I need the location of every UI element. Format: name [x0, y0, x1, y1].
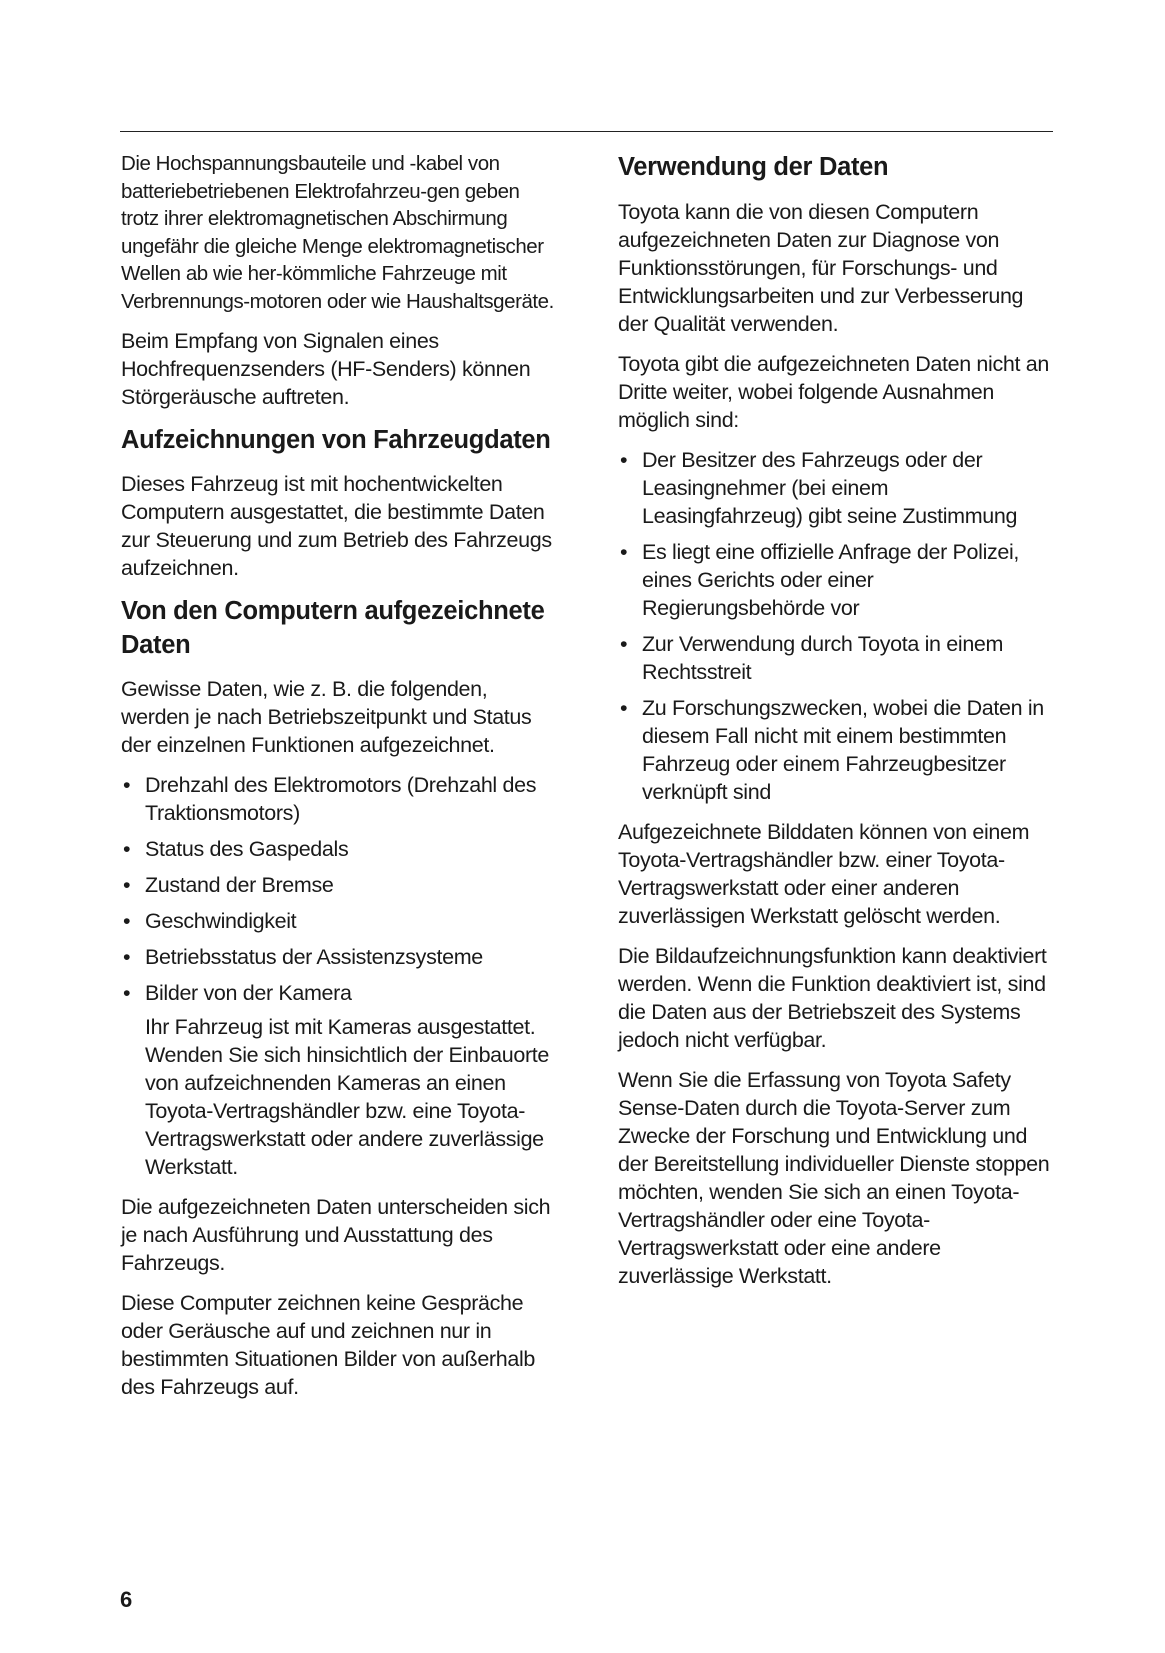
list-item [121, 979, 556, 1181]
list-item [121, 771, 556, 827]
bullet-icon: • [620, 696, 628, 720]
interference-paragraph: Beim Empfang von Signalen eines Hochfrequenzsenders (HF-Senders) können Störgeräusche auftreten. [121, 329, 531, 409]
list-item [618, 446, 1053, 530]
bullet-icon: • [123, 944, 131, 969]
list-item-text: Betriebsstatus der Assistenzsysteme [145, 944, 483, 969]
bullet-icon: • [123, 872, 131, 897]
top-divider [120, 131, 1053, 132]
deactivation-paragraph: Die Bildaufzeichnungsfunktion kann deaktiviert werden. Wenn die Funktion deaktiviert ist, sind die Daten aus der Betriebszeit des Systems jedoch nicht verfügbar. [618, 944, 1047, 1052]
list-item [618, 694, 1053, 806]
bullet-icon: • [620, 448, 628, 472]
page-number: 6 [120, 1587, 133, 1612]
safety-sense-paragraph: Wenn Sie die Erfassung von Toyota Safety Sense-Daten durch die Toyota-Server zum Zwecke der Forschung und Entwicklung und der Bereitstellung individueller Dienste stoppen möchten, wenden Sie sich an einen Toyota-Vertragshändler oder eine Toyota-Vertragswerkstatt oder eine andere zuverlässige Werkstatt. [618, 1068, 1050, 1288]
list-item-text: Status des Gaspedals [145, 836, 349, 861]
right-column [618, 150, 1053, 1302]
list-item-text: Drehzahl des Elektromotors (Drehzahl des Traktionsmotors) [145, 772, 537, 825]
bullet-icon: • [123, 836, 131, 861]
intro-paragraph: Die Hochspannungsbauteile und -kabel von batteriebetriebenen Elektrofahrzeu-gen geben trotz ihrer elektromagnetischen Abschirmung ungefähr die gleiche Menge elektromagnetischer Wellen ab wie her-kömmliche Fahrzeuge mit Verbrennungs-motoren oder wie Haushaltsgeräte. [121, 152, 554, 313]
section-heading-recorded-data: Von den Computern aufgezeichnete Daten [121, 596, 545, 659]
list-item [121, 871, 556, 899]
bullet-icon: • [123, 908, 131, 933]
no-audio-paragraph: Diese Computer zeichnen keine Gespräche oder Geräusche auf und zeichnen nur in bestimmten Situationen Bilder von außerhalb des Fahrzeugs auf. [121, 1290, 535, 1399]
list-item-text: Zu Forschungszwecken, wobei die Daten in diesem Fall nicht mit einem bestimmten Fahrzeug oder einem Fahrzeugbesitzer verknüpft sind [642, 696, 1044, 804]
left-column [121, 150, 556, 1413]
equipment-paragraph: Die aufgezeichneten Daten unterscheiden sich je nach Ausführung und Ausstattung des Fahrzeugs. [121, 1194, 551, 1275]
list-item [121, 943, 556, 971]
usage-paragraph: Toyota kann die von diesen Computern aufgezeichneten Daten zur Diagnose von Funktionsstörungen, für Forschungs- und Entwicklungsarbeiten und zur Verbesserung der Qualität verwenden. [618, 200, 1024, 336]
bullet-icon: • [620, 632, 628, 656]
list-item-text: Geschwindigkeit [145, 908, 297, 933]
list-item-text: Es liegt eine offizielle Anfrage der Polizei, eines Gerichts oder einer Regierungsbehörde vor [642, 540, 1020, 620]
list-item-text: Der Besitzer des Fahrzeugs oder der Leasingnehmer (bei einem Leasingfahrzeug) gibt seine Zustimmung [642, 448, 1018, 528]
third-party-paragraph: Toyota gibt die aufgezeichneten Daten nicht an Dritte weiter, wobei folgende Ausnahmen möglich sind: [618, 352, 1049, 432]
list-item [618, 538, 1053, 622]
exceptions-list [618, 446, 1053, 806]
computers-paragraph: Dieses Fahrzeug ist mit hochentwickelten Computern ausgestattet, die bestimmte Daten zur Steuerung und zum Betrieb des Fahrzeugs aufzeichnen. [121, 471, 552, 580]
bullet-icon: • [620, 540, 628, 564]
bullet-icon: • [123, 772, 131, 797]
list-item [121, 835, 556, 863]
list-item-text: Bilder von der Kamera [145, 980, 352, 1005]
image-deletion-paragraph: Aufgezeichnete Bilddaten können von einem Toyota-Vertragshändler bzw. einer Toyota-Vertragswerkstatt oder einer anderen zuverlässigen Werkstatt gelöscht werden. [618, 820, 1030, 928]
bullet-icon: • [123, 980, 131, 1005]
list-item-text: Zur Verwendung durch Toyota in einem Rechtsstreit [642, 632, 1004, 684]
list-item [618, 630, 1053, 686]
recorded-data-list [121, 771, 556, 1181]
section-heading-vehicle-data: Aufzeichnungen von Fahrzeugdaten [121, 426, 551, 454]
recorded-data-paragraph: Gewisse Daten, wie z. B. die folgenden, werden je nach Betriebszeitpunkt und Status der einzelnen Funktionen aufgezeichnet. [121, 676, 532, 757]
list-item-text: Zustand der Bremse [145, 872, 334, 897]
camera-note: Ihr Fahrzeug ist mit Kameras ausgestattet. Wenden Sie sich hinsichtlich der Einbauorte von aufzeichnenden Kameras an einen Toyota-Vertragshändler bzw. eine Toyota-Vertragswerkstatt oder andere zuverlässige Werkstatt. [145, 1014, 550, 1179]
list-item [121, 907, 556, 935]
section-heading-data-usage: Verwendung der Daten [618, 153, 889, 181]
